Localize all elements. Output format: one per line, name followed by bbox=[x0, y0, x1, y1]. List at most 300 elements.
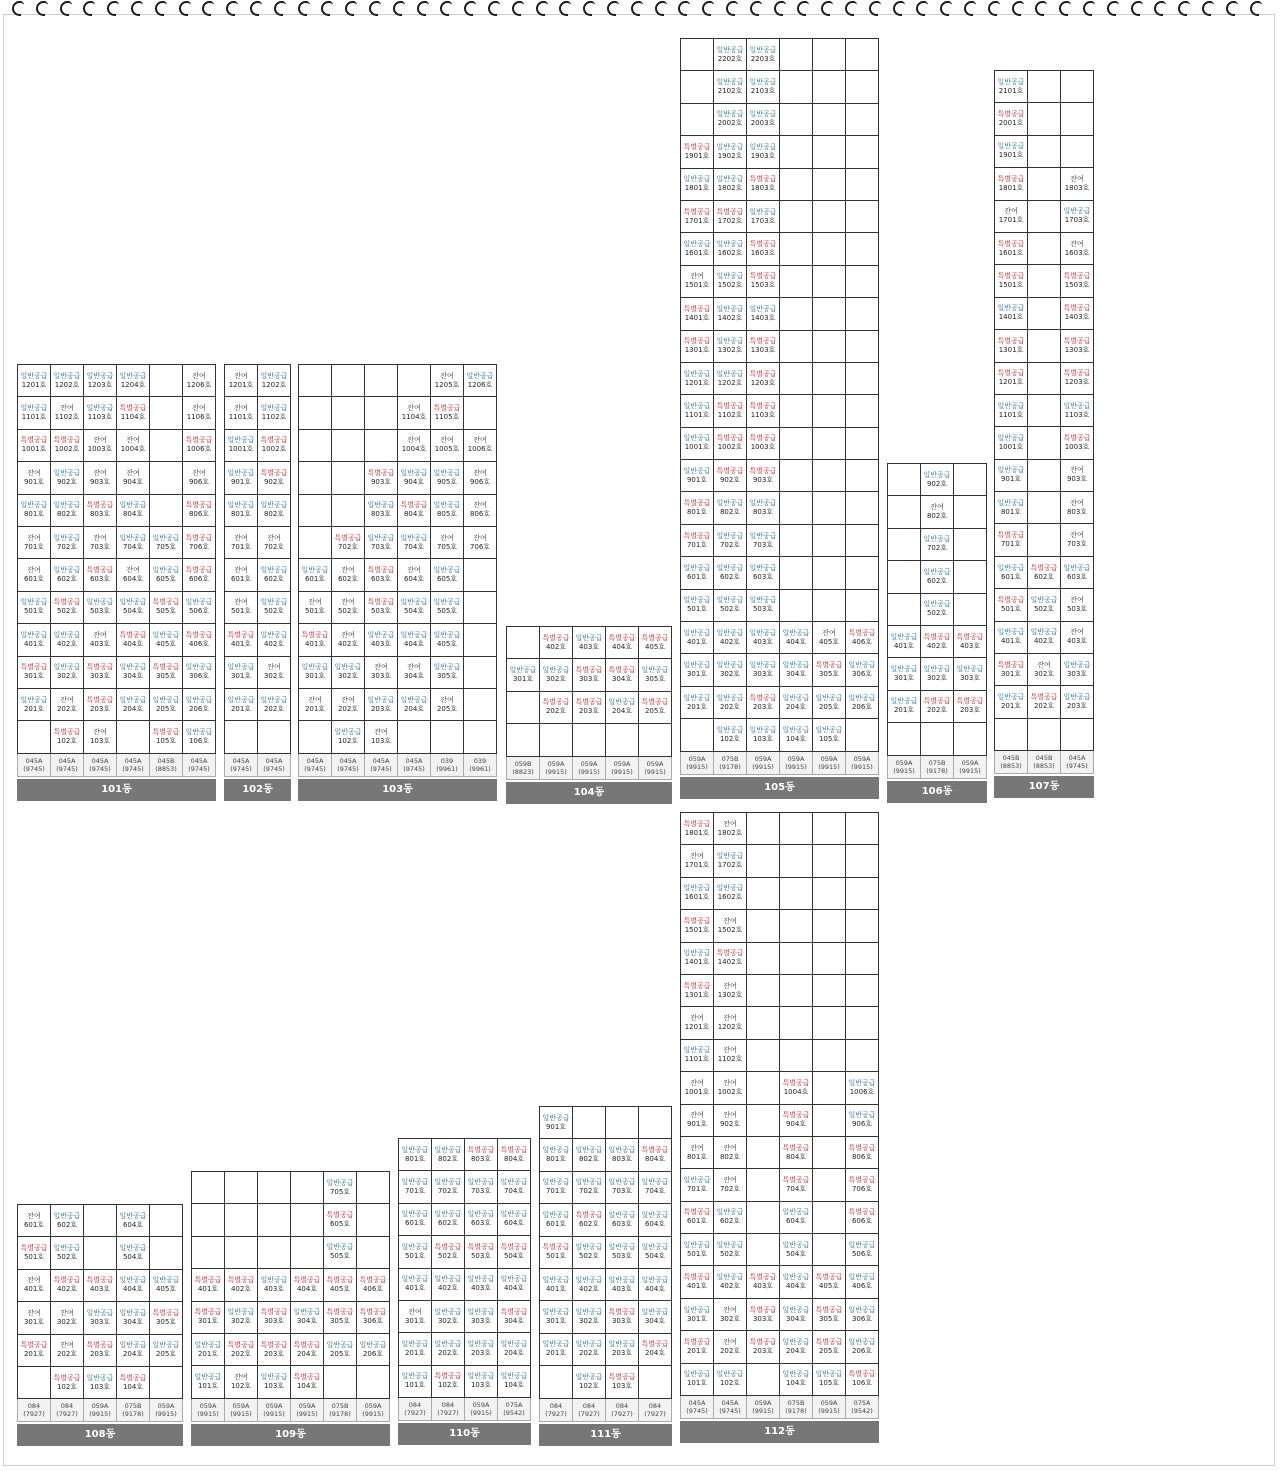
unit-cell[interactable] bbox=[540, 1268, 573, 1300]
unit-cell[interactable] bbox=[747, 103, 780, 135]
unit-cell[interactable] bbox=[714, 265, 747, 297]
unit-cell[interactable] bbox=[357, 1269, 390, 1301]
unit-cell[interactable] bbox=[639, 1204, 672, 1236]
unit-cell[interactable] bbox=[995, 135, 1028, 167]
unit-cell[interactable] bbox=[258, 429, 291, 461]
unit-cell[interactable] bbox=[51, 1237, 84, 1269]
unit-cell[interactable] bbox=[747, 168, 780, 200]
unit-cell[interactable] bbox=[225, 397, 258, 429]
unit-cell[interactable] bbox=[888, 625, 921, 657]
unit-cell[interactable] bbox=[117, 1366, 150, 1398]
unit-cell[interactable] bbox=[681, 1104, 714, 1136]
unit-cell[interactable] bbox=[747, 622, 780, 654]
unit-cell[interactable] bbox=[51, 688, 84, 720]
unit-cell[interactable] bbox=[714, 168, 747, 200]
unit-cell[interactable] bbox=[846, 1331, 879, 1363]
unit-cell[interactable] bbox=[995, 297, 1028, 329]
unit-cell[interactable] bbox=[573, 691, 606, 723]
unit-cell[interactable] bbox=[365, 526, 398, 558]
unit-cell[interactable] bbox=[681, 654, 714, 686]
unit-cell[interactable] bbox=[714, 1331, 747, 1363]
unit-cell[interactable] bbox=[846, 686, 879, 718]
unit-cell[interactable] bbox=[150, 526, 183, 558]
unit-cell[interactable] bbox=[540, 627, 573, 659]
unit-cell[interactable] bbox=[1061, 654, 1094, 686]
unit-cell[interactable] bbox=[573, 659, 606, 691]
unit-cell[interactable] bbox=[846, 1201, 879, 1233]
unit-cell[interactable] bbox=[117, 494, 150, 526]
unit-cell[interactable] bbox=[995, 621, 1028, 653]
unit-cell[interactable] bbox=[150, 559, 183, 591]
unit-cell[interactable] bbox=[258, 397, 291, 429]
unit-cell[interactable] bbox=[681, 942, 714, 974]
unit-cell[interactable] bbox=[780, 1266, 813, 1298]
unit-cell[interactable] bbox=[639, 627, 672, 659]
unit-cell[interactable] bbox=[846, 1298, 879, 1330]
unit-cell[interactable] bbox=[681, 492, 714, 524]
unit-cell[interactable] bbox=[747, 654, 780, 686]
unit-cell[interactable] bbox=[921, 593, 954, 625]
unit-cell[interactable] bbox=[365, 559, 398, 591]
unit-cell[interactable] bbox=[51, 1302, 84, 1334]
unit-cell[interactable] bbox=[813, 1363, 846, 1395]
unit-cell[interactable] bbox=[747, 265, 780, 297]
unit-cell[interactable] bbox=[714, 298, 747, 330]
unit-cell[interactable] bbox=[18, 656, 51, 688]
unit-cell[interactable] bbox=[681, 1201, 714, 1233]
unit-cell[interactable] bbox=[465, 1268, 498, 1300]
unit-cell[interactable] bbox=[399, 1268, 432, 1300]
unit-cell[interactable] bbox=[299, 688, 332, 720]
unit-cell[interactable] bbox=[540, 659, 573, 691]
unit-cell[interactable] bbox=[84, 1366, 117, 1398]
unit-cell[interactable] bbox=[714, 233, 747, 265]
unit-cell[interactable] bbox=[747, 719, 780, 751]
unit-cell[interactable] bbox=[747, 136, 780, 168]
unit-cell[interactable] bbox=[183, 397, 216, 429]
unit-cell[interactable] bbox=[921, 496, 954, 528]
unit-cell[interactable] bbox=[117, 397, 150, 429]
unit-cell[interactable] bbox=[714, 524, 747, 556]
unit-cell[interactable] bbox=[714, 1266, 747, 1298]
unit-cell[interactable] bbox=[1061, 492, 1094, 524]
unit-cell[interactable] bbox=[1061, 589, 1094, 621]
unit-cell[interactable] bbox=[117, 1334, 150, 1366]
unit-cell[interactable] bbox=[1061, 232, 1094, 264]
unit-cell[interactable] bbox=[747, 39, 780, 71]
unit-cell[interactable] bbox=[498, 1300, 531, 1332]
unit-cell[interactable] bbox=[606, 1366, 639, 1398]
unit-cell[interactable] bbox=[540, 1333, 573, 1365]
unit-cell[interactable] bbox=[995, 330, 1028, 362]
unit-cell[interactable] bbox=[183, 494, 216, 526]
unit-cell[interactable] bbox=[1061, 362, 1094, 394]
unit-cell[interactable] bbox=[681, 589, 714, 621]
unit-cell[interactable] bbox=[332, 721, 365, 753]
unit-cell[interactable] bbox=[714, 1201, 747, 1233]
unit-cell[interactable] bbox=[714, 910, 747, 942]
unit-cell[interactable] bbox=[681, 910, 714, 942]
unit-cell[interactable] bbox=[465, 1365, 498, 1397]
unit-cell[interactable] bbox=[150, 721, 183, 753]
unit-cell[interactable] bbox=[573, 1366, 606, 1398]
unit-cell[interactable] bbox=[681, 1136, 714, 1168]
unit-cell[interactable] bbox=[921, 528, 954, 560]
unit-cell[interactable] bbox=[606, 659, 639, 691]
unit-cell[interactable] bbox=[681, 813, 714, 845]
unit-cell[interactable] bbox=[747, 1298, 780, 1330]
unit-cell[interactable] bbox=[681, 1298, 714, 1330]
unit-cell[interactable] bbox=[639, 1236, 672, 1268]
unit-cell[interactable] bbox=[431, 365, 464, 397]
unit-cell[interactable] bbox=[780, 1104, 813, 1136]
unit-cell[interactable] bbox=[291, 1333, 324, 1365]
unit-cell[interactable] bbox=[258, 1333, 291, 1365]
unit-cell[interactable] bbox=[954, 658, 987, 690]
unit-cell[interactable] bbox=[399, 1300, 432, 1332]
unit-cell[interactable] bbox=[995, 427, 1028, 459]
unit-cell[interactable] bbox=[714, 136, 747, 168]
unit-cell[interactable] bbox=[324, 1236, 357, 1268]
unit-cell[interactable] bbox=[258, 624, 291, 656]
unit-cell[interactable] bbox=[954, 625, 987, 657]
unit-cell[interactable] bbox=[639, 1301, 672, 1333]
unit-cell[interactable] bbox=[324, 1172, 357, 1204]
unit-cell[interactable] bbox=[714, 39, 747, 71]
unit-cell[interactable] bbox=[225, 1366, 258, 1398]
unit-cell[interactable] bbox=[995, 103, 1028, 135]
unit-cell[interactable] bbox=[299, 591, 332, 623]
unit-cell[interactable] bbox=[432, 1139, 465, 1171]
unit-cell[interactable] bbox=[1061, 168, 1094, 200]
unit-cell[interactable] bbox=[84, 1334, 117, 1366]
unit-cell[interactable] bbox=[84, 688, 117, 720]
unit-cell[interactable] bbox=[714, 622, 747, 654]
unit-cell[interactable] bbox=[681, 974, 714, 1006]
unit-cell[interactable] bbox=[606, 691, 639, 723]
unit-cell[interactable] bbox=[117, 559, 150, 591]
unit-cell[interactable] bbox=[84, 526, 117, 558]
unit-cell[interactable] bbox=[84, 365, 117, 397]
unit-cell[interactable] bbox=[921, 561, 954, 593]
unit-cell[interactable] bbox=[398, 624, 431, 656]
unit-cell[interactable] bbox=[1028, 654, 1061, 686]
unit-cell[interactable] bbox=[540, 1107, 573, 1139]
unit-cell[interactable] bbox=[431, 624, 464, 656]
unit-cell[interactable] bbox=[150, 1302, 183, 1334]
unit-cell[interactable] bbox=[398, 494, 431, 526]
unit-cell[interactable] bbox=[639, 1333, 672, 1365]
unit-cell[interactable] bbox=[431, 559, 464, 591]
unit-cell[interactable] bbox=[714, 557, 747, 589]
unit-cell[interactable] bbox=[747, 71, 780, 103]
unit-cell[interactable] bbox=[681, 1331, 714, 1363]
unit-cell[interactable] bbox=[225, 526, 258, 558]
unit-cell[interactable] bbox=[747, 492, 780, 524]
unit-cell[interactable] bbox=[780, 654, 813, 686]
unit-cell[interactable] bbox=[846, 1266, 879, 1298]
unit-cell[interactable] bbox=[464, 526, 497, 558]
unit-cell[interactable] bbox=[714, 845, 747, 877]
unit-cell[interactable] bbox=[183, 656, 216, 688]
unit-cell[interactable] bbox=[681, 265, 714, 297]
unit-cell[interactable] bbox=[258, 559, 291, 591]
unit-cell[interactable] bbox=[18, 591, 51, 623]
unit-cell[interactable] bbox=[498, 1203, 531, 1235]
unit-cell[interactable] bbox=[681, 395, 714, 427]
unit-cell[interactable] bbox=[365, 462, 398, 494]
unit-cell[interactable] bbox=[464, 429, 497, 461]
unit-cell[interactable] bbox=[954, 690, 987, 722]
unit-cell[interactable] bbox=[540, 1204, 573, 1236]
unit-cell[interactable] bbox=[921, 658, 954, 690]
unit-cell[interactable] bbox=[183, 688, 216, 720]
unit-cell[interactable] bbox=[51, 721, 84, 753]
unit-cell[interactable] bbox=[465, 1139, 498, 1171]
unit-cell[interactable] bbox=[398, 526, 431, 558]
unit-cell[interactable] bbox=[888, 658, 921, 690]
unit-cell[interactable] bbox=[681, 460, 714, 492]
unit-cell[interactable] bbox=[714, 877, 747, 909]
unit-cell[interactable] bbox=[1028, 589, 1061, 621]
unit-cell[interactable] bbox=[780, 719, 813, 751]
unit-cell[interactable] bbox=[150, 591, 183, 623]
unit-cell[interactable] bbox=[995, 556, 1028, 588]
unit-cell[interactable] bbox=[324, 1301, 357, 1333]
unit-cell[interactable] bbox=[1061, 621, 1094, 653]
unit-cell[interactable] bbox=[681, 1234, 714, 1266]
unit-cell[interactable] bbox=[431, 526, 464, 558]
unit-cell[interactable] bbox=[258, 1366, 291, 1398]
unit-cell[interactable] bbox=[399, 1203, 432, 1235]
unit-cell[interactable] bbox=[995, 654, 1028, 686]
unit-cell[interactable] bbox=[258, 591, 291, 623]
unit-cell[interactable] bbox=[225, 1333, 258, 1365]
unit-cell[interactable] bbox=[681, 524, 714, 556]
unit-cell[interactable] bbox=[780, 1331, 813, 1363]
unit-cell[interactable] bbox=[681, 1007, 714, 1039]
unit-cell[interactable] bbox=[150, 688, 183, 720]
unit-cell[interactable] bbox=[18, 1334, 51, 1366]
unit-cell[interactable] bbox=[747, 330, 780, 362]
unit-cell[interactable] bbox=[714, 719, 747, 751]
unit-cell[interactable] bbox=[225, 429, 258, 461]
unit-cell[interactable] bbox=[258, 1301, 291, 1333]
unit-cell[interactable] bbox=[573, 1236, 606, 1268]
unit-cell[interactable] bbox=[606, 627, 639, 659]
unit-cell[interactable] bbox=[714, 1169, 747, 1201]
unit-cell[interactable] bbox=[117, 656, 150, 688]
unit-cell[interactable] bbox=[714, 492, 747, 524]
unit-cell[interactable] bbox=[432, 1203, 465, 1235]
unit-cell[interactable] bbox=[431, 494, 464, 526]
unit-cell[interactable] bbox=[888, 690, 921, 722]
unit-cell[interactable] bbox=[432, 1300, 465, 1332]
unit-cell[interactable] bbox=[681, 1169, 714, 1201]
unit-cell[interactable] bbox=[117, 526, 150, 558]
unit-cell[interactable] bbox=[780, 1136, 813, 1168]
unit-cell[interactable] bbox=[846, 654, 879, 686]
unit-cell[interactable] bbox=[51, 624, 84, 656]
unit-cell[interactable] bbox=[84, 624, 117, 656]
unit-cell[interactable] bbox=[117, 1269, 150, 1301]
unit-cell[interactable] bbox=[258, 365, 291, 397]
unit-cell[interactable] bbox=[747, 1266, 780, 1298]
unit-cell[interactable] bbox=[225, 1301, 258, 1333]
unit-cell[interactable] bbox=[324, 1204, 357, 1236]
unit-cell[interactable] bbox=[18, 397, 51, 429]
unit-cell[interactable] bbox=[714, 362, 747, 394]
unit-cell[interactable] bbox=[498, 1171, 531, 1203]
unit-cell[interactable] bbox=[18, 462, 51, 494]
unit-cell[interactable] bbox=[18, 494, 51, 526]
unit-cell[interactable] bbox=[299, 559, 332, 591]
unit-cell[interactable] bbox=[995, 394, 1028, 426]
unit-cell[interactable] bbox=[714, 71, 747, 103]
unit-cell[interactable] bbox=[714, 395, 747, 427]
unit-cell[interactable] bbox=[681, 362, 714, 394]
unit-cell[interactable] bbox=[150, 624, 183, 656]
unit-cell[interactable] bbox=[681, 845, 714, 877]
unit-cell[interactable] bbox=[324, 1269, 357, 1301]
unit-cell[interactable] bbox=[432, 1171, 465, 1203]
unit-cell[interactable] bbox=[431, 688, 464, 720]
unit-cell[interactable] bbox=[921, 690, 954, 722]
unit-cell[interactable] bbox=[117, 365, 150, 397]
unit-cell[interactable] bbox=[780, 686, 813, 718]
unit-cell[interactable] bbox=[84, 591, 117, 623]
unit-cell[interactable] bbox=[324, 1333, 357, 1365]
unit-cell[interactable] bbox=[18, 1302, 51, 1334]
unit-cell[interactable] bbox=[365, 688, 398, 720]
unit-cell[interactable] bbox=[780, 1169, 813, 1201]
unit-cell[interactable] bbox=[225, 624, 258, 656]
unit-cell[interactable] bbox=[714, 1234, 747, 1266]
unit-cell[interactable] bbox=[995, 200, 1028, 232]
unit-cell[interactable] bbox=[258, 1269, 291, 1301]
unit-cell[interactable] bbox=[846, 1363, 879, 1395]
unit-cell[interactable] bbox=[117, 1205, 150, 1237]
unit-cell[interactable] bbox=[51, 559, 84, 591]
unit-cell[interactable] bbox=[747, 557, 780, 589]
unit-cell[interactable] bbox=[431, 591, 464, 623]
unit-cell[interactable] bbox=[84, 1302, 117, 1334]
unit-cell[interactable] bbox=[540, 1236, 573, 1268]
unit-cell[interactable] bbox=[84, 559, 117, 591]
unit-cell[interactable] bbox=[84, 1269, 117, 1301]
unit-cell[interactable] bbox=[498, 1139, 531, 1171]
unit-cell[interactable] bbox=[464, 494, 497, 526]
unit-cell[interactable] bbox=[747, 200, 780, 232]
unit-cell[interactable] bbox=[921, 625, 954, 657]
unit-cell[interactable] bbox=[606, 1333, 639, 1365]
unit-cell[interactable] bbox=[258, 688, 291, 720]
unit-cell[interactable] bbox=[780, 1234, 813, 1266]
unit-cell[interactable] bbox=[398, 591, 431, 623]
unit-cell[interactable] bbox=[51, 1334, 84, 1366]
unit-cell[interactable] bbox=[258, 526, 291, 558]
unit-cell[interactable] bbox=[84, 462, 117, 494]
unit-cell[interactable] bbox=[714, 813, 747, 845]
unit-cell[interactable] bbox=[464, 365, 497, 397]
unit-cell[interactable] bbox=[846, 1104, 879, 1136]
unit-cell[interactable] bbox=[1061, 556, 1094, 588]
unit-cell[interactable] bbox=[995, 265, 1028, 297]
unit-cell[interactable] bbox=[1061, 686, 1094, 718]
unit-cell[interactable] bbox=[780, 1298, 813, 1330]
unit-cell[interactable] bbox=[332, 526, 365, 558]
unit-cell[interactable] bbox=[365, 656, 398, 688]
unit-cell[interactable] bbox=[431, 397, 464, 429]
unit-cell[interactable] bbox=[51, 429, 84, 461]
unit-cell[interactable] bbox=[995, 232, 1028, 264]
unit-cell[interactable] bbox=[681, 1363, 714, 1395]
unit-cell[interactable] bbox=[332, 624, 365, 656]
unit-cell[interactable] bbox=[183, 429, 216, 461]
unit-cell[interactable] bbox=[431, 429, 464, 461]
unit-cell[interactable] bbox=[639, 1268, 672, 1300]
unit-cell[interactable] bbox=[1028, 556, 1061, 588]
unit-cell[interactable] bbox=[84, 656, 117, 688]
unit-cell[interactable] bbox=[398, 559, 431, 591]
unit-cell[interactable] bbox=[995, 589, 1028, 621]
unit-cell[interactable] bbox=[714, 1104, 747, 1136]
unit-cell[interactable] bbox=[465, 1300, 498, 1332]
unit-cell[interactable] bbox=[995, 459, 1028, 491]
unit-cell[interactable] bbox=[51, 462, 84, 494]
unit-cell[interactable] bbox=[84, 721, 117, 753]
unit-cell[interactable] bbox=[995, 168, 1028, 200]
unit-cell[interactable] bbox=[606, 1236, 639, 1268]
unit-cell[interactable] bbox=[399, 1171, 432, 1203]
unit-cell[interactable] bbox=[258, 656, 291, 688]
unit-cell[interactable] bbox=[84, 494, 117, 526]
unit-cell[interactable] bbox=[747, 460, 780, 492]
unit-cell[interactable] bbox=[357, 1301, 390, 1333]
unit-cell[interactable] bbox=[51, 591, 84, 623]
unit-cell[interactable] bbox=[299, 624, 332, 656]
unit-cell[interactable] bbox=[398, 397, 431, 429]
unit-cell[interactable] bbox=[399, 1333, 432, 1365]
unit-cell[interactable] bbox=[498, 1236, 531, 1268]
unit-cell[interactable] bbox=[747, 524, 780, 556]
unit-cell[interactable] bbox=[846, 622, 879, 654]
unit-cell[interactable] bbox=[332, 591, 365, 623]
unit-cell[interactable] bbox=[681, 427, 714, 459]
unit-cell[interactable] bbox=[399, 1139, 432, 1171]
unit-cell[interactable] bbox=[714, 589, 747, 621]
unit-cell[interactable] bbox=[714, 460, 747, 492]
unit-cell[interactable] bbox=[51, 526, 84, 558]
unit-cell[interactable] bbox=[150, 1269, 183, 1301]
unit-cell[interactable] bbox=[150, 1334, 183, 1366]
unit-cell[interactable] bbox=[183, 559, 216, 591]
unit-cell[interactable] bbox=[606, 1171, 639, 1203]
unit-cell[interactable] bbox=[681, 330, 714, 362]
unit-cell[interactable] bbox=[291, 1366, 324, 1398]
unit-cell[interactable] bbox=[498, 1365, 531, 1397]
unit-cell[interactable] bbox=[18, 365, 51, 397]
unit-cell[interactable] bbox=[332, 656, 365, 688]
unit-cell[interactable] bbox=[51, 1269, 84, 1301]
unit-cell[interactable] bbox=[681, 622, 714, 654]
unit-cell[interactable] bbox=[258, 462, 291, 494]
unit-cell[interactable] bbox=[573, 1139, 606, 1171]
unit-cell[interactable] bbox=[117, 591, 150, 623]
unit-cell[interactable] bbox=[573, 1204, 606, 1236]
unit-cell[interactable] bbox=[846, 1169, 879, 1201]
unit-cell[interactable] bbox=[780, 1363, 813, 1395]
